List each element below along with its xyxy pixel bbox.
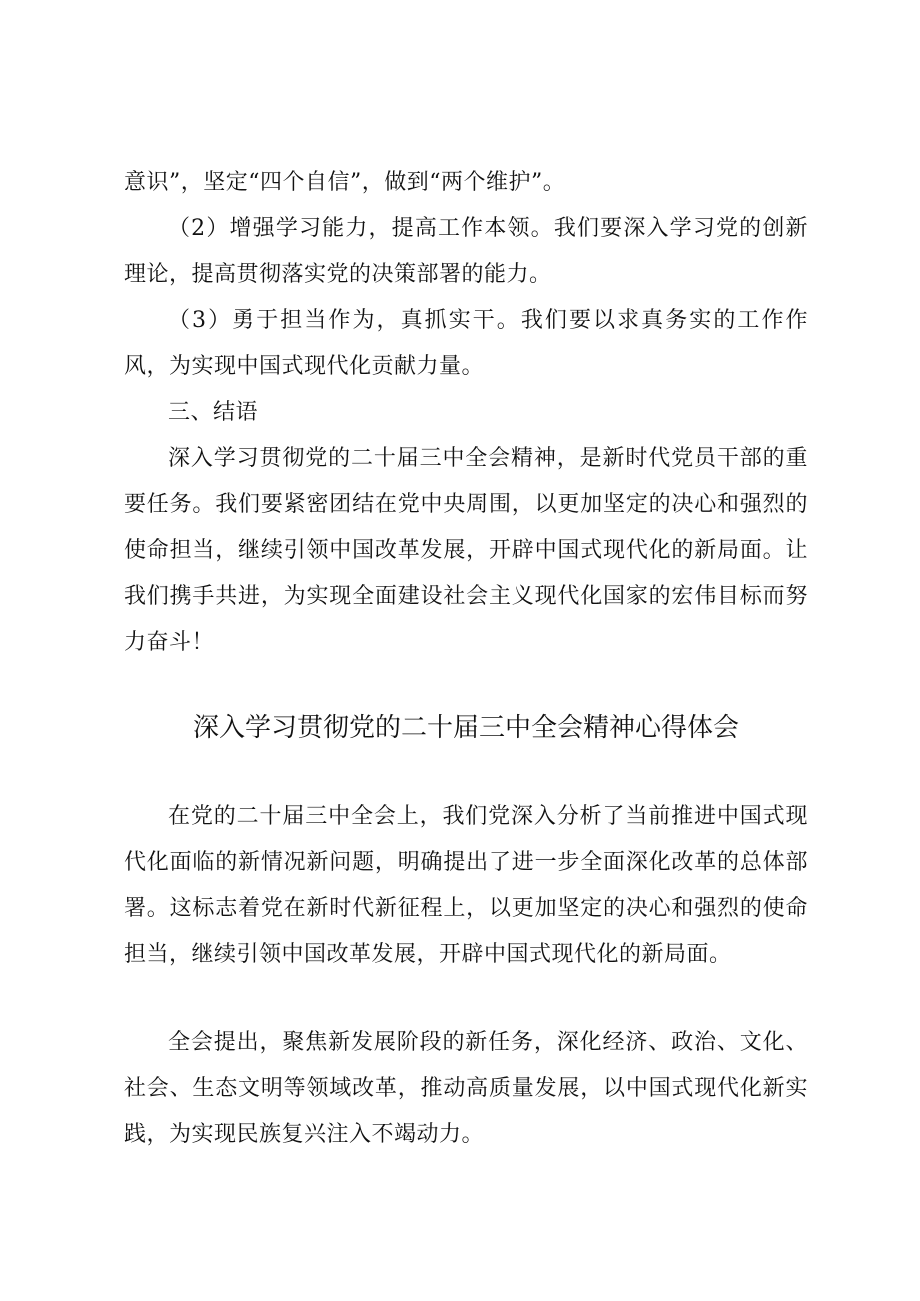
article-title: 深入学习贯彻党的二十届三中全会精神心得体会 (192, 713, 739, 743)
continuation-paragraph: 意识”，坚定“四个自信”，做到“两个维护”。 (124, 170, 566, 195)
point-2-paragraph: （2）增强学习能力，提高工作本领。我们要深入学习党的创新理论，提高贯彻落实党的决策部署的能力。 (124, 216, 808, 287)
point-3-paragraph: （3）勇于担当作为，真抓实干。我们要以求真务实的工作作风，为实现中国式现代化贡献力量。 (124, 308, 808, 379)
article-paragraph-2: 全会提出，聚焦新发展阶段的新任务，深化经济、政治、文化、社会、生态文明等领域改革，推动高质量发展，以中国式现代化新实践，为实现民族复兴注入不竭动力。 (124, 1030, 808, 1147)
article-body-part-1 (124, 794, 808, 978)
article-paragraph-1: 在党的二十届三中全会上，我们党深入分析了当前推进中国式现代化面临的新情况新问题，明确提出了进一步全面深化改革的总体部署。这标志着党在新时代新征程上，以更加坚定的决心和强烈的使命担当，继续引领中国改革发展，开辟中国式现代化的新局面。 (124, 804, 808, 967)
previous-section-text (124, 160, 808, 666)
conclusion-paragraph: 深入学习贯彻党的二十届三中全会精神，是新时代党员干部的重要任务。我们要紧密团结在党中央周围，以更加坚定的决心和强烈的使命担当，继续引领中国改革发展，开辟中国式现代化的新局面。让我们携手共进，为实现全面建设社会主义现代化国家的宏伟目标而努力奋斗！ (124, 446, 808, 655)
article-body-part-2 (124, 1020, 808, 1158)
conclusion-heading: 三、结语 (168, 400, 259, 425)
